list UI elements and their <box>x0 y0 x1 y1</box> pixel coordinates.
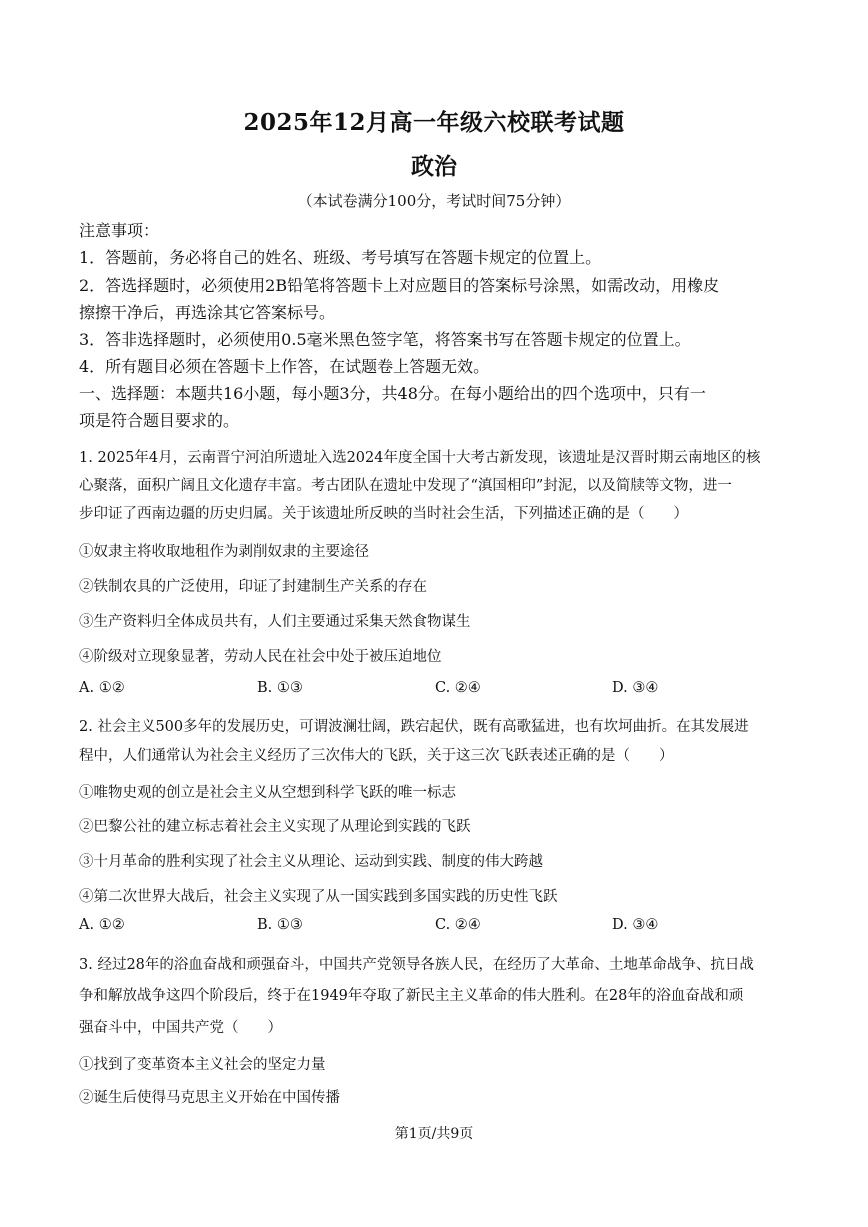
question-stem-line: 1. 2025年4月，云南晋宁河泊所遗址入选2024年度全国十大考古新发现，该遗址是汉晋时期云南地区的核 <box>79 450 761 466</box>
statement: ②巴黎公社的建立标志着社会主义实现了从理论到实践的飞跃 <box>79 819 471 835</box>
notices-heading: 注意事项： <box>79 221 160 240</box>
option-d[interactable]: D. ③④ <box>612 917 659 933</box>
question-stem-line: 争和解放战争这四个阶段后，终于在1949年夺取了新民主主义革命的伟大胜利。在28年的浴血奋战和顽 <box>79 988 744 1004</box>
option-d[interactable]: D. ③④ <box>612 680 659 696</box>
statement: ③生产资料归全体成员共有，人们主要通过采集天然食物谋生 <box>79 614 471 630</box>
question-stem-line: 步印证了西南边疆的历史归属。关于该遗址所反映的当时社会生活，下列描述正确的是（ ） <box>79 506 688 522</box>
option-b[interactable]: B. ①③ <box>257 917 303 933</box>
question-stem-line: 2. 社会主义500多年的发展历史，可谓波澜壮阔，跌宕起伏，既有高歌猛进，也有坎坷曲折。在其发展进 <box>79 719 749 735</box>
question-stem-line: 3. 经过28年的浴血奋战和顽强奋斗，中国共产党领导各族人民，在经历了大革命、土地革命战争、抗日战 <box>79 957 754 973</box>
option-a[interactable]: A. ①② <box>79 680 125 696</box>
statement: ③十月革命的胜利实现了社会主义从理论、运动到实践、制度的伟大跨越 <box>79 854 543 870</box>
option-a[interactable]: A. ①② <box>79 917 125 933</box>
notice-item: 4．所有题目必须在答题卡上作答，在试题卷上答题无效。 <box>79 357 490 376</box>
statement: ①奴隶主将收取地租作为剥削奴隶的主要途径 <box>79 544 369 560</box>
subject-title: 政治 <box>411 153 457 180</box>
notice-item: 擦擦干净后，再选涂其它答案标号。 <box>79 303 336 322</box>
option-b[interactable]: B. ①③ <box>257 680 303 696</box>
question-stem-line: 强奋斗中，中国共产党（ ） <box>79 1020 282 1036</box>
exam-info: （本试卷满分100分，考试时间75分钟） <box>297 192 571 210</box>
notice-item: 3．答非选择题时，必须使用0.5毫米黑色签字笔，将答案书写在答题卡规定的位置上。 <box>79 330 691 349</box>
notice-item: 2．答选择题时，必须使用2B铅笔将答题卡上对应题目的答案标号涂黑，如需改动，用橡皮 <box>79 276 720 295</box>
exam-title: 2025年12月高一年级六校联考试题 <box>243 109 625 136</box>
statement: ②铁制农具的广泛使用，印证了封建制生产关系的存在 <box>79 579 427 595</box>
notice-item: 1．答题前，务必将自己的姓名、班级、考号填写在答题卡规定的位置上。 <box>79 248 602 267</box>
section-line: 一、选择题：本题共16小题，每小题3分，共48分。在每小题给出的四个选项中，只有一 <box>79 384 706 403</box>
statement: ①找到了变革资本主义社会的坚定力量 <box>79 1057 326 1073</box>
statement: ②诞生后使得马克思主义开始在中国传播 <box>79 1090 340 1106</box>
statement: ④阶级对立现象显著，劳动人民在社会中处于被压迫地位 <box>79 649 442 665</box>
page-number: 第1页/共9页 <box>394 1126 474 1142</box>
statement: ④第二次世界大战后，社会主义实现了从一国实践到多国实践的历史性飞跃 <box>79 889 558 905</box>
question-stem-line: 程中，人们通常认为社会主义经历了三次伟大的飞跃，关于这三次飞跃表述正确的是（ ） <box>79 748 674 764</box>
statement: ①唯物史观的创立是社会主义从空想到科学飞跃的唯一标志 <box>79 785 456 801</box>
option-c[interactable]: C. ②④ <box>435 917 481 933</box>
question-stem-line: 心聚落，面积广阔且文化遗存丰富。考古团队在遗址中发现了“滇国相印”封泥，以及简牍等文物，进一 <box>79 478 732 494</box>
section-line: 项是符合题目要求的。 <box>79 411 240 430</box>
option-c[interactable]: C. ②④ <box>435 680 481 696</box>
